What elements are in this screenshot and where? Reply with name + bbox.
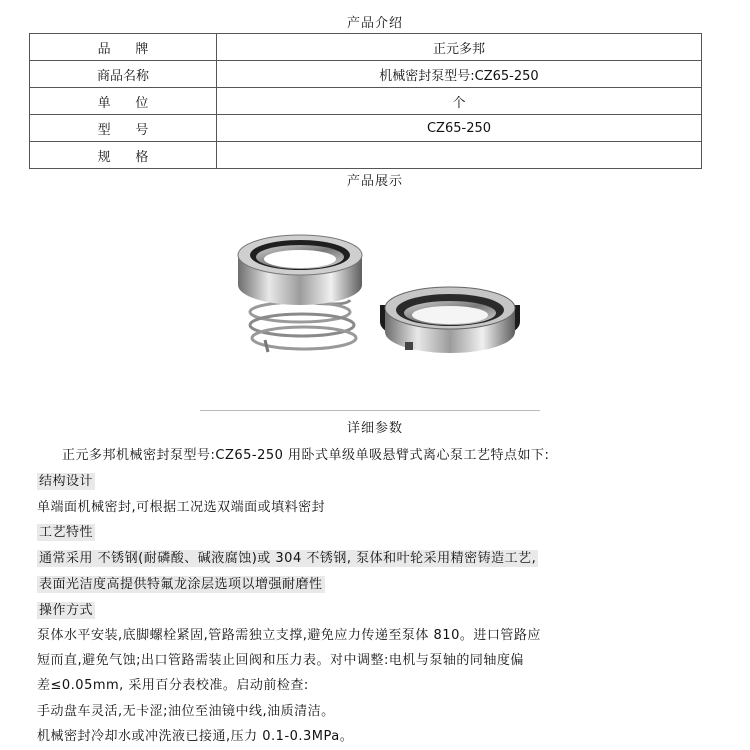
spec-value: 正元多邦 <box>217 34 702 61</box>
spec-label: 单 位 <box>30 88 217 115</box>
heading-text: 结构设计 <box>39 474 94 489</box>
structure-heading <box>37 470 95 489</box>
structure-text: 单端面机械密封,可根据工况选双端面或填料密封 <box>37 500 326 515</box>
spec-label: 品 牌 <box>30 34 217 61</box>
spec-label: 规 格 <box>30 142 217 169</box>
operation-text-3: 差≤0.05mm, 采用百分表校准。启动前检查: <box>37 678 309 693</box>
process-heading <box>37 521 95 540</box>
spec-value: CZ65-250 <box>217 115 702 142</box>
operation-text-4: 手动盘车灵活,无卡涩;油位至油镜中线,油质清洁。 <box>37 704 335 719</box>
highlighted-text: 通常采用 不锈钢(耐磷酸、碱液腐蚀)或 304 不锈钢, 泵体和叶轮采用精密铸造工艺, <box>39 551 537 566</box>
spec-label: 型 号 <box>30 115 217 142</box>
table-row <box>30 142 702 169</box>
mechanical-seal-image <box>200 200 540 410</box>
table-row <box>30 115 702 142</box>
intro-title: 产品介绍 <box>346 16 403 31</box>
spec-table <box>29 33 702 169</box>
operation-text-2: 短而直,避免气蚀;出口管路需装止回阀和压力表。对中调整:电机与泵轴的同轴度偏 <box>37 653 524 668</box>
process-text-2 <box>37 573 325 592</box>
table-row <box>30 61 702 88</box>
table-row <box>30 88 702 115</box>
table-row <box>30 34 702 61</box>
spec-label: 商品名称 <box>30 61 217 88</box>
spec-value: 机械密封泵型号:CZ65-250 <box>217 61 702 88</box>
spec-value: 个 <box>217 88 702 115</box>
heading-text: 操作方式 <box>39 603 94 618</box>
spec-value <box>217 142 702 169</box>
operation-text-5: 机械密封冷却水或冲洗液已接通,压力 0.1-0.3MPa。 <box>37 729 354 744</box>
display-title: 产品展示 <box>346 174 403 189</box>
process-text-1 <box>37 547 538 566</box>
product-image <box>200 200 540 410</box>
seal-ring-large-icon <box>238 235 362 305</box>
intro-sentence: 正元多邦机械密封泵型号:CZ65-250 用卧式单级单吸悬臂式离心泵工艺特点如下: <box>62 448 550 463</box>
seal-ring-small-icon <box>380 287 520 353</box>
highlighted-text: 表面光洁度高提供特氟龙涂层选项以增强耐磨性 <box>39 577 323 592</box>
divider <box>200 410 540 411</box>
heading-text: 工艺特性 <box>39 525 94 540</box>
operation-heading <box>37 599 95 618</box>
params-title: 详细参数 <box>346 421 403 436</box>
operation-text-1: 泵体水平安装,底脚螺栓紧固,管路需独立支撑,避免应力传递至泵体 810。进口管路应 <box>37 628 541 643</box>
